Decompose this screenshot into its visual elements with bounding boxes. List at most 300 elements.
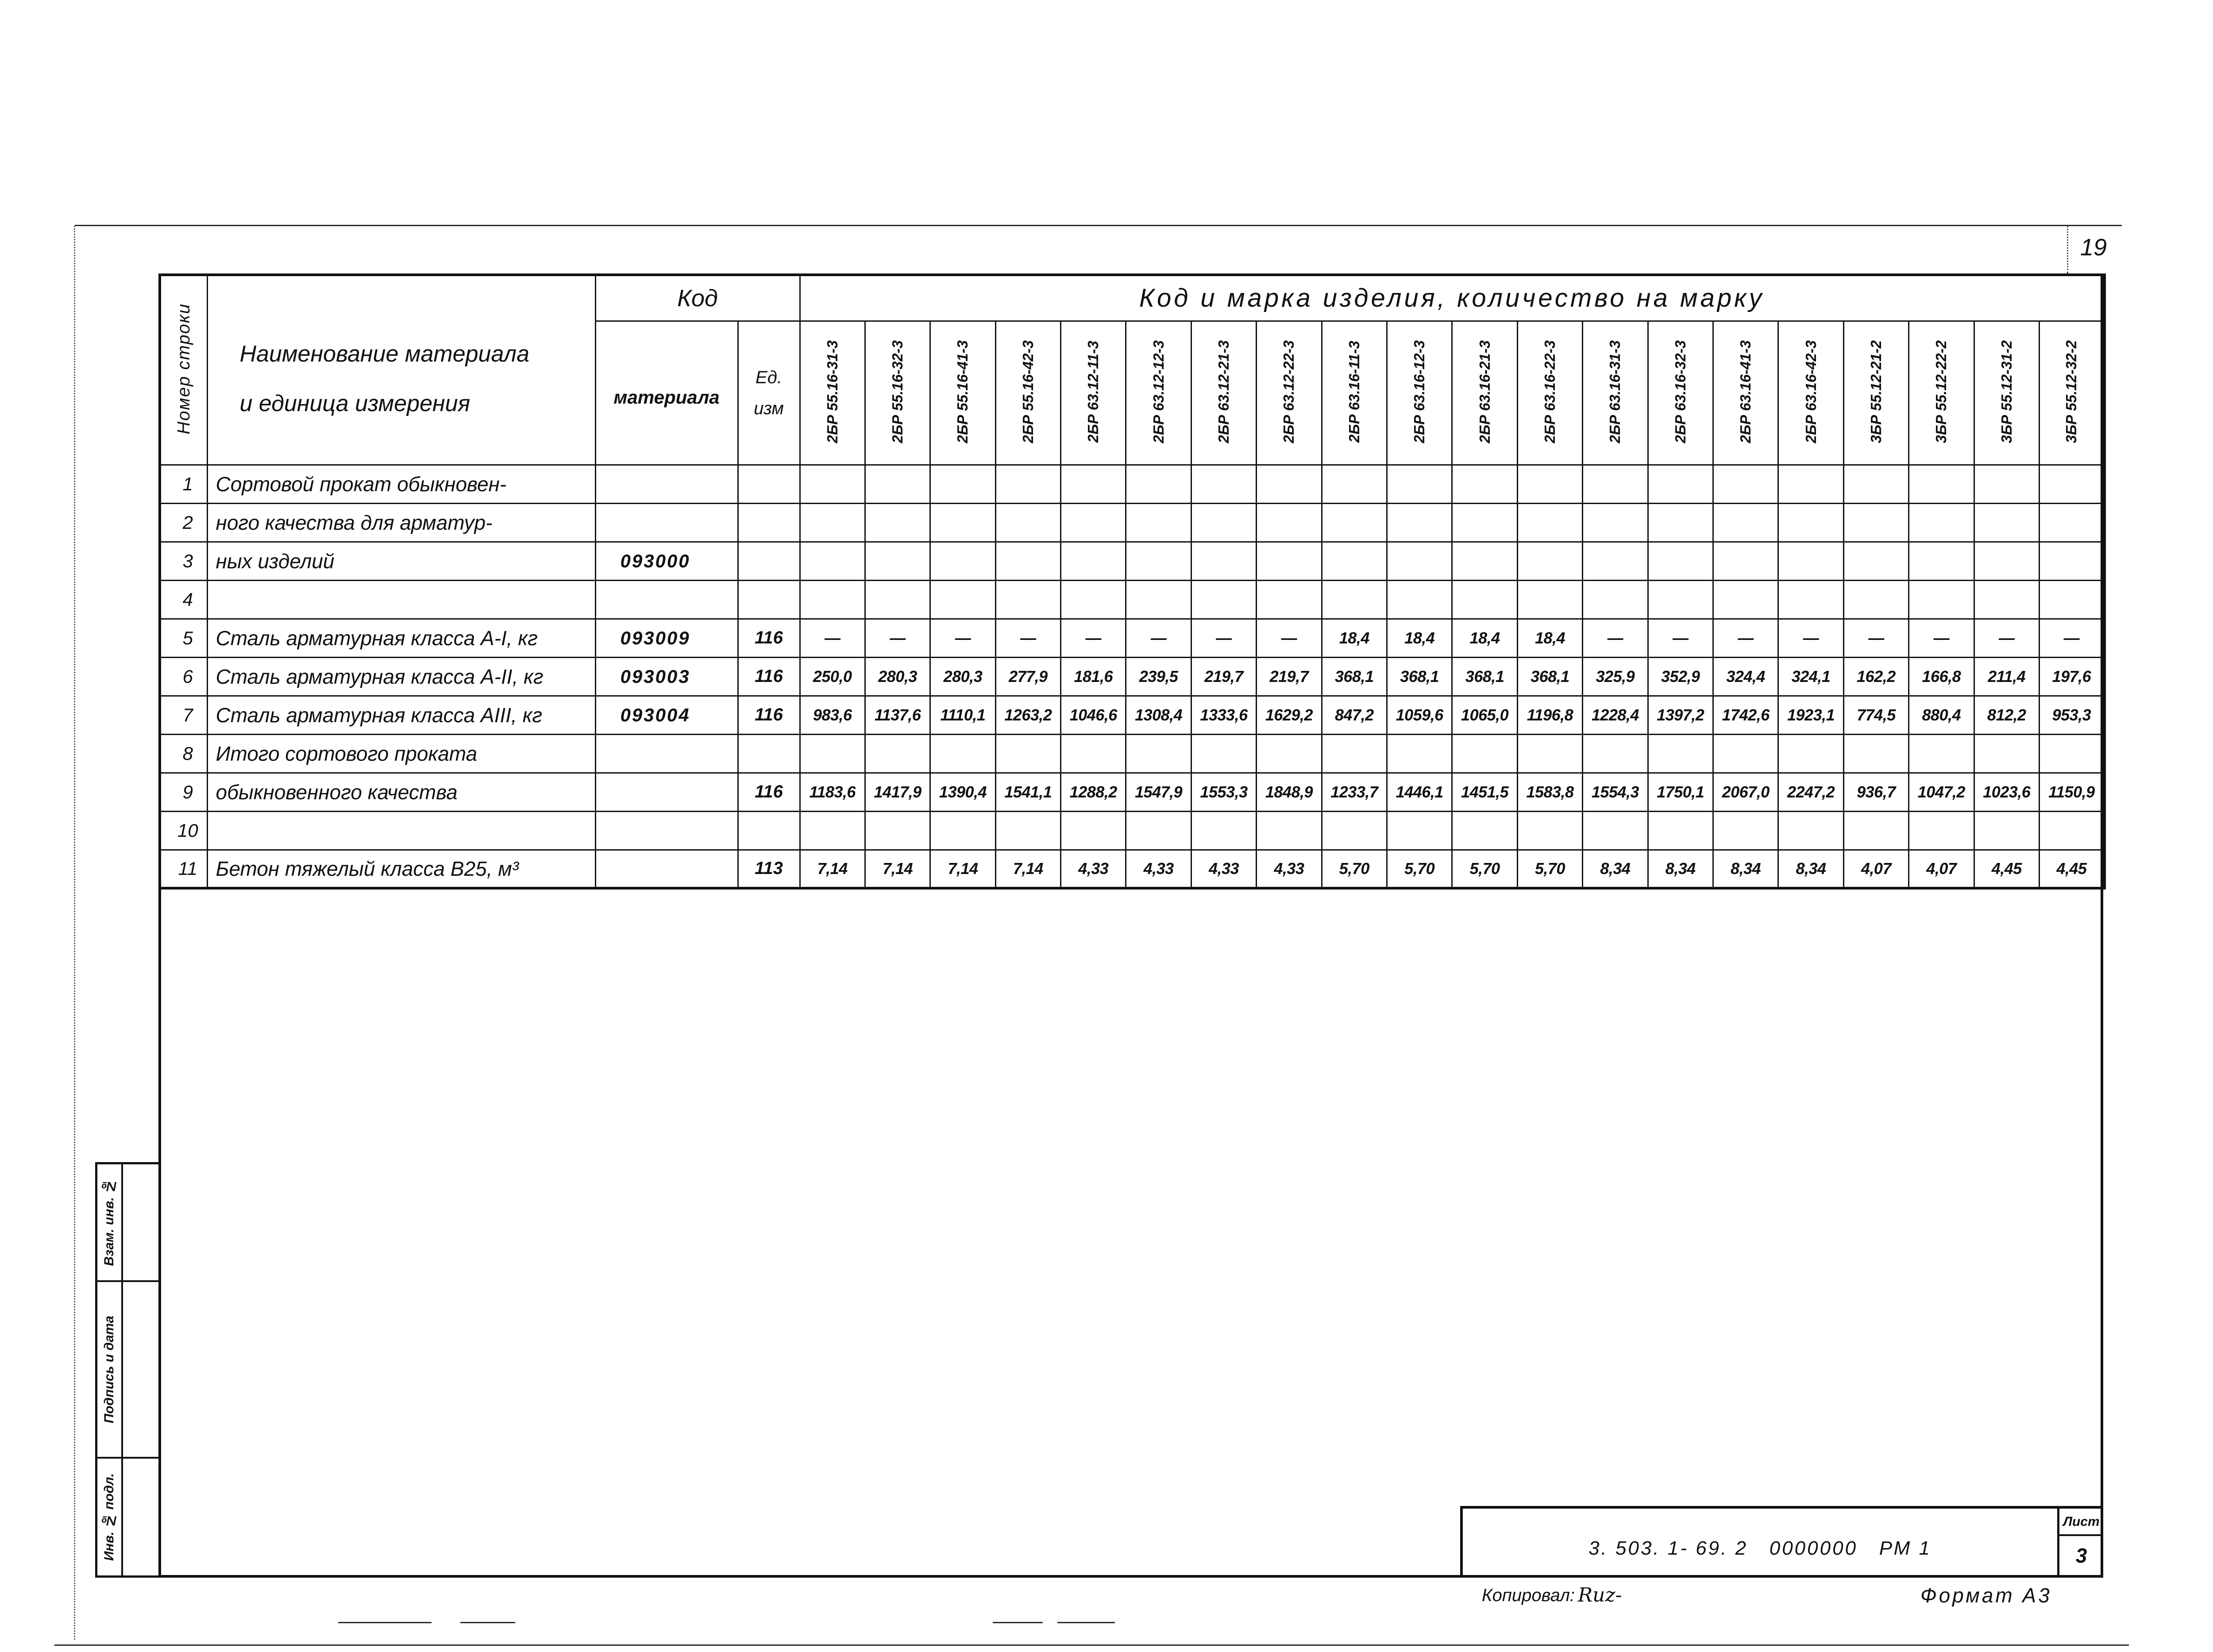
- quantity-cell: [2039, 811, 2104, 850]
- original-inventory-label: Инв. № подл.: [102, 1473, 116, 1561]
- quantity-cell: 983,6: [800, 696, 865, 734]
- quantity-cell: 211,4: [1974, 657, 2039, 696]
- quantity-cell: [1191, 465, 1256, 503]
- quantity-cell: 4,33: [1061, 850, 1126, 888]
- quantity-cell: 5,70: [1387, 850, 1452, 888]
- product-mark-label: 2БР 63.12-22-3: [1280, 340, 1297, 443]
- quantity-cell: [1713, 811, 1778, 850]
- quantity-cell: [930, 811, 995, 850]
- quantity-cell: —: [865, 619, 930, 657]
- quantity-cell: 7,14: [995, 850, 1060, 888]
- quantity-cell: 1750,1: [1648, 773, 1713, 811]
- quantity-cell: [1322, 734, 1387, 773]
- replace-inventory-section: [97, 1164, 158, 1280]
- sheet-label: Лист: [2059, 1509, 2103, 1536]
- quantity-cell: 166,8: [1909, 657, 1974, 696]
- quantity-cell: [1126, 542, 1191, 580]
- quantity-cell: —: [1583, 619, 1648, 657]
- product-mark-header: [1126, 321, 1191, 465]
- unit-cell: 113: [738, 850, 800, 888]
- quantity-cell: [1713, 542, 1778, 580]
- quantity-cell: [1452, 542, 1517, 580]
- quantity-cell: [1257, 580, 1322, 619]
- quantity-cell: [1648, 465, 1713, 503]
- quantity-cell: 4,07: [1843, 850, 1908, 888]
- quantity-cell: 5,70: [1517, 850, 1582, 888]
- quantity-cell: —: [800, 619, 865, 657]
- quantity-cell: 8,34: [1583, 850, 1648, 888]
- unit-cell: [738, 465, 800, 503]
- row-number-cell: 7: [160, 696, 207, 734]
- material-code-cell: [595, 811, 738, 850]
- quantity-cell: 1288,2: [1061, 773, 1126, 811]
- product-mark-label: 2БР 63.12-21-3: [1215, 340, 1232, 443]
- header-row: [160, 275, 2105, 321]
- quantity-cell: [1257, 542, 1322, 580]
- quantity-cell: [1322, 465, 1387, 503]
- quantity-cell: 162,2: [1843, 657, 1908, 696]
- quantity-cell: 368,1: [1452, 657, 1517, 696]
- quantity-cell: —: [1648, 619, 1713, 657]
- quantity-cell: 324,1: [1778, 657, 1843, 696]
- quantity-cell: 1390,4: [930, 773, 995, 811]
- quantity-cell: [1778, 503, 1843, 542]
- product-mark-header: [1648, 321, 1713, 465]
- quantity-cell: 1150,9: [2039, 773, 2104, 811]
- quantity-cell: 1446,1: [1387, 773, 1452, 811]
- material-code-cell: [595, 734, 738, 773]
- quantity-cell: 1848,9: [1257, 773, 1322, 811]
- quantity-cell: [1387, 811, 1452, 850]
- row-number-cell: 10: [160, 811, 207, 850]
- row-number-cell: 1: [160, 465, 207, 503]
- unit-header: [738, 321, 800, 465]
- quantity-cell: [865, 503, 930, 542]
- quantity-cell: [1778, 465, 1843, 503]
- material-name-header-line1: Наименование материала: [239, 341, 530, 367]
- product-mark-header: [800, 321, 865, 465]
- copied-by-label: Копировал:: [1482, 1586, 1575, 1605]
- replace-inventory-cell: [97, 1164, 123, 1280]
- material-code-cell: [595, 580, 738, 619]
- material-code-cell: 093000: [595, 542, 738, 580]
- table-row: [160, 850, 2105, 888]
- quantity-cell: 1183,6: [800, 773, 865, 811]
- quantity-cell: [1583, 811, 1648, 850]
- quantity-cell: [2039, 465, 2104, 503]
- quantity-cell: 368,1: [1387, 657, 1452, 696]
- quantity-cell: [865, 811, 930, 850]
- quantity-cell: [1843, 542, 1908, 580]
- unit-cell: 116: [738, 696, 800, 734]
- material-name-cell: [207, 811, 595, 850]
- product-mark-label: 2БР 63.16-41-3: [1737, 340, 1754, 443]
- material-name-cell: [207, 580, 595, 619]
- product-mark-label: 2БР 63.16-32-3: [1672, 340, 1689, 443]
- quantity-cell: 18,4: [1387, 619, 1452, 657]
- quantity-cell: [1648, 811, 1713, 850]
- quantity-cell: [995, 734, 1060, 773]
- signature-date-section: [97, 1280, 158, 1457]
- sheet-border-top: [75, 225, 2122, 226]
- unit-cell: 116: [738, 657, 800, 696]
- quantity-cell: 1308,4: [1126, 696, 1191, 734]
- specification-table: [158, 273, 2106, 890]
- quantity-cell: 280,3: [865, 657, 930, 696]
- quantity-cell: [1843, 811, 1908, 850]
- unit-cell: 116: [738, 773, 800, 811]
- quantity-cell: [1974, 542, 2039, 580]
- product-mark-label: 2БР 63.16-42-3: [1802, 340, 1819, 443]
- quantity-cell: 8,34: [1648, 850, 1713, 888]
- quantity-cell: [800, 465, 865, 503]
- material-code-cell: [595, 773, 738, 811]
- quantity-cell: [1322, 542, 1387, 580]
- title-block: [1460, 1506, 2103, 1578]
- quantity-cell: 18,4: [1452, 619, 1517, 657]
- quantity-cell: 4,45: [1974, 850, 2039, 888]
- material-name-cell: обыкновенного качества: [207, 773, 595, 811]
- unit-cell: [738, 580, 800, 619]
- table-row: [160, 465, 2105, 503]
- material-name-cell: Сортовой прокат обыкновен-: [207, 465, 595, 503]
- quantity-cell: [1387, 465, 1452, 503]
- copied-by-signature: Ruz-: [1578, 1584, 1622, 1606]
- signature-date-label: Подпись и дата: [102, 1315, 116, 1424]
- product-mark-label: 2БР 55.16-31-3: [824, 340, 840, 443]
- product-mark-header: [1387, 321, 1452, 465]
- quantity-cell: 325,9: [1583, 657, 1648, 696]
- quantity-cell: [1517, 580, 1582, 619]
- quantity-cell: 1742,6: [1713, 696, 1778, 734]
- material-name-header: [207, 275, 595, 465]
- code-header: Код: [595, 275, 800, 321]
- product-mark-header: [1778, 321, 1843, 465]
- product-mark-label: 2БР 55.16-42-3: [1019, 340, 1036, 443]
- quantity-cell: 5,70: [1452, 850, 1517, 888]
- quantity-cell: [2039, 734, 2104, 773]
- quantity-cell: 936,7: [1843, 773, 1908, 811]
- quantity-cell: [1387, 734, 1452, 773]
- quantity-cell: [1191, 580, 1256, 619]
- quantity-cell: [800, 542, 865, 580]
- quantity-cell: [1974, 503, 2039, 542]
- original-inventory-section: [97, 1457, 158, 1575]
- quantity-cell: [1061, 503, 1126, 542]
- quantity-cell: 1047,2: [1909, 773, 1974, 811]
- quantity-cell: 4,45: [2039, 850, 2104, 888]
- quantity-cell: 1629,2: [1257, 696, 1322, 734]
- product-mark-label: 2БР 63.16-11-3: [1346, 340, 1362, 443]
- quantity-cell: 4,33: [1257, 850, 1322, 888]
- quantity-cell: 1451,5: [1452, 773, 1517, 811]
- quantity-cell: [1452, 465, 1517, 503]
- quantity-cell: 219,7: [1191, 657, 1256, 696]
- quantity-cell: [800, 580, 865, 619]
- product-mark-header: [1452, 321, 1517, 465]
- quantity-cell: 197,6: [2039, 657, 2104, 696]
- quantity-cell: [1974, 465, 2039, 503]
- quantity-cell: —: [1257, 619, 1322, 657]
- material-name-cell: Итого сортового проката: [207, 734, 595, 773]
- quantity-cell: [1583, 542, 1648, 580]
- quantity-cell: —: [1909, 619, 1974, 657]
- quantity-cell: [1191, 503, 1256, 542]
- quantity-cell: 1065,0: [1452, 696, 1517, 734]
- quantity-cell: 7,14: [800, 850, 865, 888]
- material-name-header-line2: и единица измерения: [239, 391, 470, 417]
- quantity-cell: [2039, 542, 2104, 580]
- quantity-cell: [1713, 503, 1778, 542]
- quantity-cell: [865, 580, 930, 619]
- row-number-cell: 8: [160, 734, 207, 773]
- material-code-cell: [595, 850, 738, 888]
- quantity-cell: 4,33: [1191, 850, 1256, 888]
- quantity-cell: 219,7: [1257, 657, 1322, 696]
- quantity-cell: 1333,6: [1191, 696, 1256, 734]
- quantity-cell: [865, 734, 930, 773]
- quantity-cell: [1257, 465, 1322, 503]
- table-body: [160, 465, 2105, 888]
- unit-cell: [738, 734, 800, 773]
- quantity-cell: 18,4: [1517, 619, 1582, 657]
- quantity-cell: 1583,8: [1517, 773, 1582, 811]
- quantity-cell: 280,3: [930, 657, 995, 696]
- products-header: Код и марка изделия, количество на марку: [800, 275, 2105, 321]
- quantity-cell: —: [1061, 619, 1126, 657]
- table-row: [160, 811, 2105, 850]
- quantity-cell: 1554,3: [1583, 773, 1648, 811]
- row-number-cell: 5: [160, 619, 207, 657]
- quantity-cell: 953,3: [2039, 696, 2104, 734]
- table-row: [160, 580, 2105, 619]
- unit-header-line2: изм: [754, 398, 784, 418]
- quantity-cell: —: [1974, 619, 2039, 657]
- material-name-cell: ного качества для арматур-: [207, 503, 595, 542]
- unit-cell: 116: [738, 619, 800, 657]
- quantity-cell: [1126, 580, 1191, 619]
- quantity-cell: [1061, 811, 1126, 850]
- unit-cell: [738, 811, 800, 850]
- quantity-cell: 1547,9: [1126, 773, 1191, 811]
- quantity-cell: —: [995, 619, 1060, 657]
- signature-date-cell: [97, 1282, 123, 1457]
- quantity-cell: 352,9: [1648, 657, 1713, 696]
- quantity-cell: —: [1126, 619, 1191, 657]
- quantity-cell: 2067,0: [1713, 773, 1778, 811]
- product-mark-header: [1191, 321, 1256, 465]
- material-name-cell: Сталь арматурная класса А-II, кг: [207, 657, 595, 696]
- quantity-cell: [1126, 734, 1191, 773]
- quantity-cell: 1417,9: [865, 773, 930, 811]
- quantity-cell: [865, 465, 930, 503]
- product-mark-header: [1517, 321, 1582, 465]
- quantity-cell: [865, 542, 930, 580]
- quantity-cell: 368,1: [1322, 657, 1387, 696]
- quantity-cell: 1196,8: [1517, 696, 1582, 734]
- quantity-cell: 7,14: [865, 850, 930, 888]
- quantity-cell: [1517, 465, 1582, 503]
- table-row: [160, 696, 2105, 734]
- quantity-cell: 1233,7: [1322, 773, 1387, 811]
- quantity-cell: 1263,2: [995, 696, 1060, 734]
- quantity-cell: [1713, 465, 1778, 503]
- row-number-header: [160, 275, 207, 465]
- product-mark-header: [1713, 321, 1778, 465]
- product-mark-header: [930, 321, 995, 465]
- quantity-cell: 1228,4: [1583, 696, 1648, 734]
- quantity-cell: —: [1843, 619, 1908, 657]
- quantity-cell: 7,14: [930, 850, 995, 888]
- quantity-cell: [1322, 580, 1387, 619]
- quantity-cell: [1191, 542, 1256, 580]
- row-number-cell: 9: [160, 773, 207, 811]
- product-mark-label: 3БР 55.12-32-2: [2063, 340, 2080, 443]
- quantity-cell: [1322, 503, 1387, 542]
- material-name-cell: ных изделий: [207, 542, 595, 580]
- quantity-cell: 1046,6: [1061, 696, 1126, 734]
- quantity-cell: [1191, 811, 1256, 850]
- quantity-cell: [1778, 811, 1843, 850]
- quantity-cell: [2039, 503, 2104, 542]
- product-mark-label: 3БР 55.12-31-2: [1998, 340, 2015, 443]
- quantity-cell: 5,70: [1322, 850, 1387, 888]
- quantity-cell: [1257, 811, 1322, 850]
- trim-mark: [1057, 1622, 1115, 1623]
- replace-inventory-label: Взам. инв. №: [102, 1178, 116, 1266]
- trim-mark: [993, 1622, 1043, 1623]
- quantity-cell: 324,4: [1713, 657, 1778, 696]
- quantity-cell: [1778, 734, 1843, 773]
- table-row: [160, 734, 2105, 773]
- material-code-cell: [595, 465, 738, 503]
- quantity-cell: 774,5: [1843, 696, 1908, 734]
- quantity-cell: [1648, 580, 1713, 619]
- quantity-cell: [995, 811, 1060, 850]
- quantity-cell: 1137,6: [865, 696, 930, 734]
- quantity-cell: [1713, 580, 1778, 619]
- quantity-cell: [1257, 734, 1322, 773]
- sheet-border-left: [74, 226, 75, 1640]
- product-mark-label: 2БР 55.16-41-3: [954, 340, 971, 443]
- quantity-cell: 880,4: [1909, 696, 1974, 734]
- row-number-header-label: Номер строки: [173, 303, 193, 435]
- original-inventory-cell: [97, 1459, 123, 1575]
- quantity-cell: [800, 503, 865, 542]
- quantity-cell: 1059,6: [1387, 696, 1452, 734]
- trim-mark: [460, 1622, 515, 1623]
- quantity-cell: [1778, 542, 1843, 580]
- quantity-cell: [1648, 734, 1713, 773]
- page-number: 19: [2080, 234, 2107, 261]
- product-mark-header: [1257, 321, 1322, 465]
- quantity-cell: 239,5: [1126, 657, 1191, 696]
- quantity-cell: [1061, 542, 1126, 580]
- product-mark-label: 2БР 63.12-11-3: [1085, 340, 1102, 443]
- quantity-cell: [1909, 503, 1974, 542]
- quantity-cell: —: [2039, 619, 2104, 657]
- quantity-cell: 277,9: [995, 657, 1060, 696]
- quantity-cell: 181,6: [1061, 657, 1126, 696]
- quantity-cell: [800, 811, 865, 850]
- material-name-cell: Бетон тяжелый класса В25, м³: [207, 850, 595, 888]
- row-number-cell: 6: [160, 657, 207, 696]
- table-row: [160, 619, 2105, 657]
- quantity-cell: [1843, 503, 1908, 542]
- unit-cell: [738, 503, 800, 542]
- product-mark-label: 2БР 63.16-12-3: [1411, 340, 1428, 443]
- quantity-cell: [1974, 580, 2039, 619]
- product-mark-header: [995, 321, 1060, 465]
- quantity-cell: 1023,6: [1974, 773, 2039, 811]
- quantity-cell: [1843, 580, 1908, 619]
- quantity-cell: [1909, 734, 1974, 773]
- quantity-cell: 18,4: [1322, 619, 1387, 657]
- unit-header-line1: Ед.: [756, 367, 782, 387]
- quantity-cell: [1583, 465, 1648, 503]
- quantity-cell: —: [1191, 619, 1256, 657]
- quantity-cell: [1452, 811, 1517, 850]
- row-number-cell: 2: [160, 503, 207, 542]
- quantity-cell: 8,34: [1778, 850, 1843, 888]
- quantity-cell: [1517, 811, 1582, 850]
- quantity-cell: [1974, 734, 2039, 773]
- quantity-cell: [1257, 503, 1322, 542]
- quantity-cell: [1648, 503, 1713, 542]
- quantity-cell: [1517, 503, 1582, 542]
- quantity-cell: [1583, 580, 1648, 619]
- quantity-cell: 1397,2: [1648, 696, 1713, 734]
- product-mark-label: 2БР 63.16-22-3: [1541, 340, 1558, 443]
- material-code-cell: [595, 503, 738, 542]
- quantity-cell: 1110,1: [930, 696, 995, 734]
- quantity-cell: [1583, 734, 1648, 773]
- product-mark-header: [1061, 321, 1126, 465]
- quantity-cell: [1843, 465, 1908, 503]
- quantity-cell: 1541,1: [995, 773, 1060, 811]
- quantity-cell: [995, 503, 1060, 542]
- quantity-cell: [1126, 503, 1191, 542]
- quantity-cell: [1191, 734, 1256, 773]
- product-mark-label: 2БР 63.12-12-3: [1150, 340, 1167, 443]
- quantity-cell: [1778, 580, 1843, 619]
- quantity-cell: 1553,3: [1191, 773, 1256, 811]
- quantity-cell: 847,2: [1322, 696, 1387, 734]
- quantity-cell: [1583, 503, 1648, 542]
- product-mark-header: [1583, 321, 1648, 465]
- quantity-cell: 4,07: [1909, 850, 1974, 888]
- quantity-cell: [1387, 542, 1452, 580]
- quantity-cell: [1452, 503, 1517, 542]
- quantity-cell: —: [1713, 619, 1778, 657]
- table-row: [160, 773, 2105, 811]
- product-mark-header: [865, 321, 930, 465]
- product-mark-header: [1974, 321, 2039, 465]
- quantity-cell: [1909, 811, 1974, 850]
- product-mark-label: 2БР 63.16-21-3: [1476, 340, 1493, 443]
- material-code-cell: 093004: [595, 696, 738, 734]
- quantity-cell: [995, 580, 1060, 619]
- quantity-cell: 4,33: [1126, 850, 1191, 888]
- document-designation: 3. 503. 1- 69. 2 0000000 РМ 1: [1588, 1537, 1932, 1559]
- quantity-cell: [930, 465, 995, 503]
- table-row: [160, 542, 2105, 580]
- quantity-cell: [995, 465, 1060, 503]
- quantity-cell: [2039, 580, 2104, 619]
- product-mark-header: [1843, 321, 1908, 465]
- quantity-cell: [1061, 734, 1126, 773]
- quantity-cell: [1648, 542, 1713, 580]
